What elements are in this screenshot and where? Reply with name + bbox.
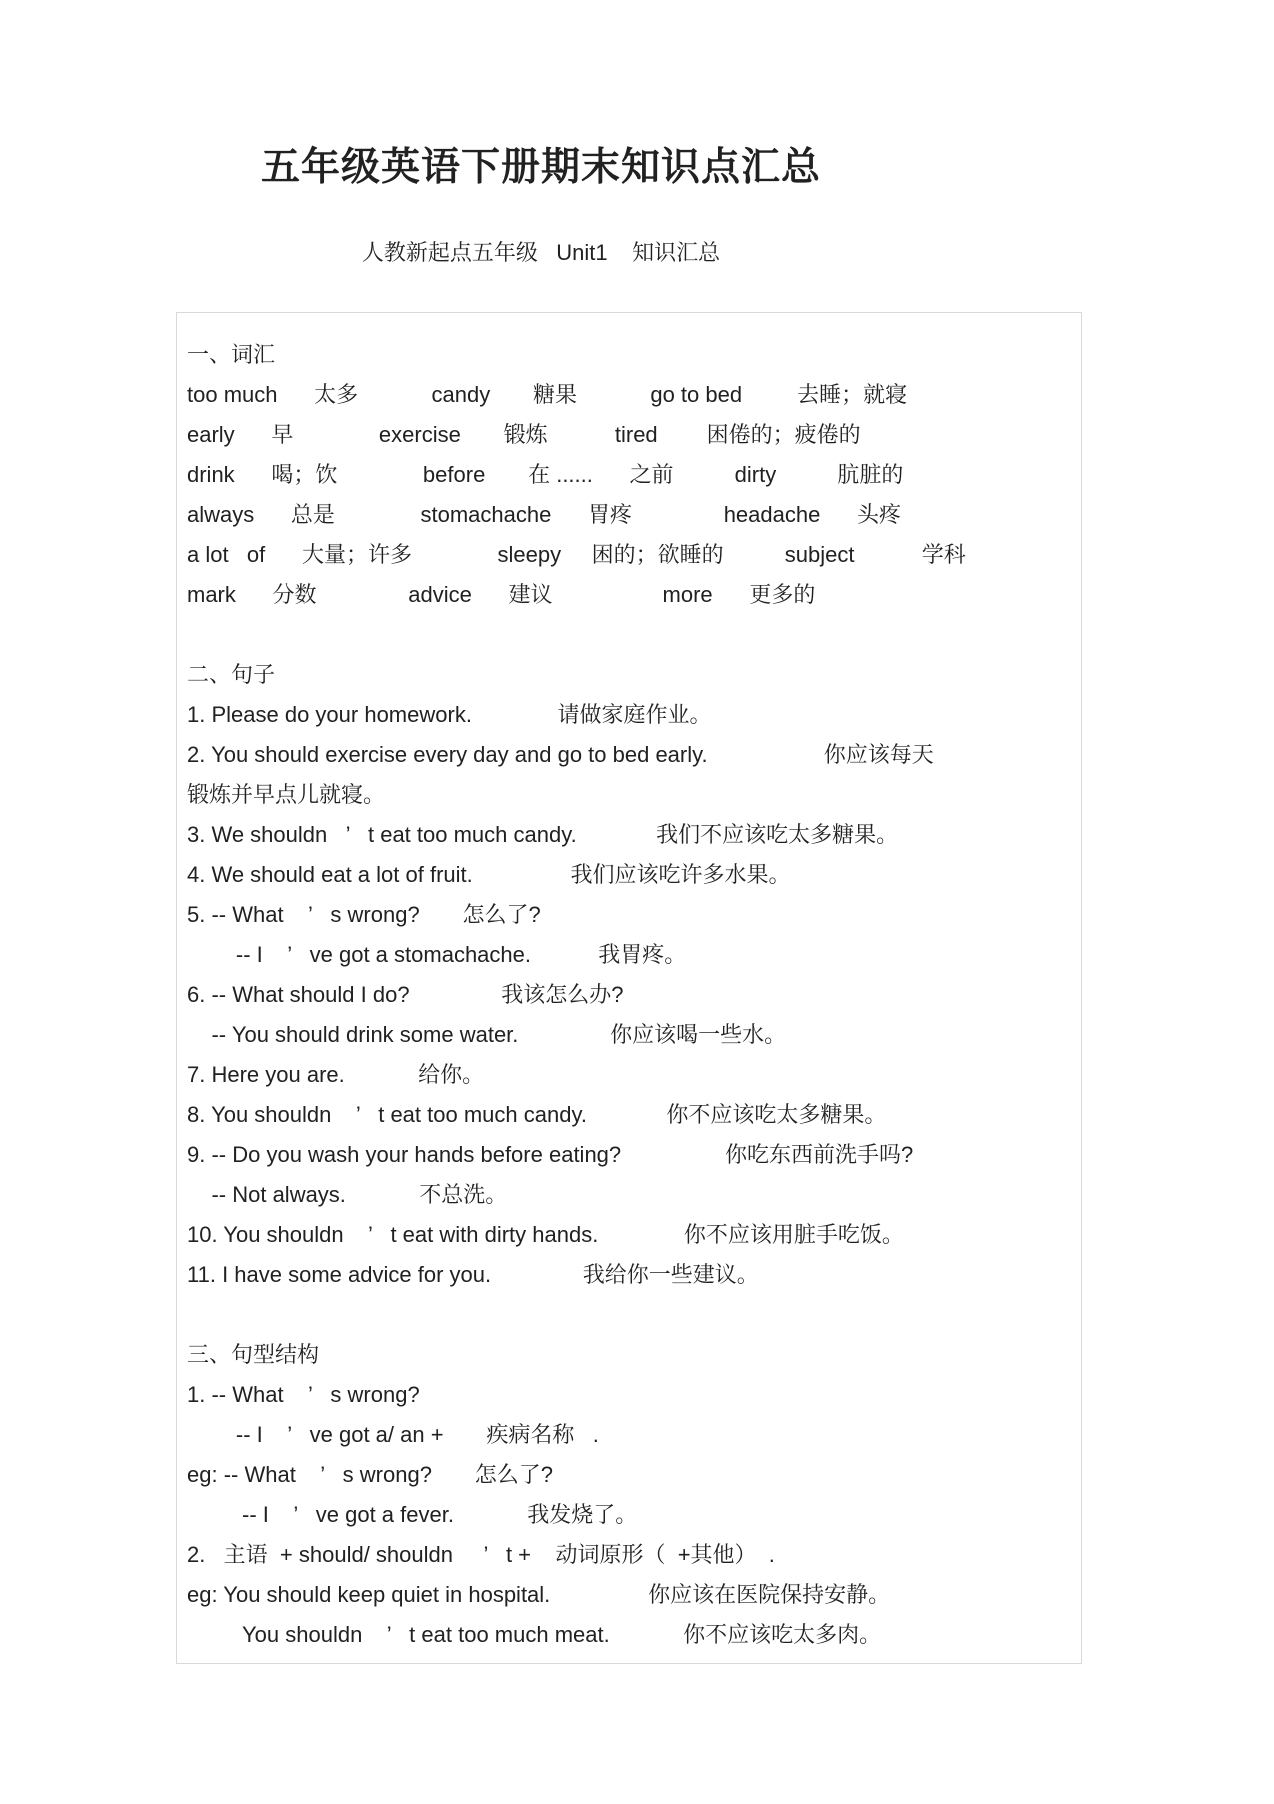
document-page bbox=[0, 142, 1274, 1804]
text-line: 3. We shouldn ’ t eat too much candy. 我们不应该吃太多糖果。 bbox=[187, 822, 899, 847]
section-heading: 二、句子 bbox=[187, 662, 276, 687]
text-line: 10. You shouldn ’ t eat with dirty hands. 你不应该用脏手吃饭。 bbox=[187, 1222, 904, 1247]
text-line: -- I ’ ve got a fever. 我发烧了。 bbox=[187, 1502, 638, 1527]
text-line: early 早 exercise 锻炼 tired 困倦的；疲倦的 bbox=[187, 422, 861, 447]
section-heading: 一、词汇 bbox=[187, 342, 276, 367]
text-line: eg: -- What ’ s wrong? 怎么了? bbox=[187, 1462, 553, 1487]
text-line: 1. -- What ’ s wrong? bbox=[187, 1382, 420, 1407]
text-line: always 总是 stomachache 胃疼 headache 头疼 bbox=[187, 502, 902, 527]
text-line: mark 分数 advice 建议 more 更多的 bbox=[187, 582, 816, 607]
text-line: 6. -- What should I do? 我该怎么办? bbox=[187, 982, 624, 1007]
section-heading: 三、句型结构 bbox=[187, 1342, 320, 1367]
text-line: 11. I have some advice for you. 我给你一些建议。 bbox=[187, 1262, 759, 1287]
text-line: eg: You should keep quiet in hospital. 你应该在医院保持安静。 bbox=[187, 1582, 891, 1607]
page-subtitle: 人教新起点五年级 Unit1 知识汇总 bbox=[361, 240, 721, 265]
text-line: 8. You shouldn ’ t eat too much candy. 你不应该吃太多糖果。 bbox=[187, 1102, 887, 1127]
content-box bbox=[176, 312, 1082, 1664]
text-line: 锻炼并早点儿就寝。 bbox=[187, 782, 386, 807]
text-line: 9. -- Do you wash your hands before eating? 你吃东西前洗手吗? bbox=[187, 1142, 914, 1167]
text-line: -- I ’ ve got a stomachache. 我胃疼。 bbox=[187, 942, 687, 967]
document-header bbox=[0, 142, 1082, 268]
text-line: 5. -- What ’ s wrong? 怎么了? bbox=[187, 902, 541, 927]
text-line: drink 喝；饮 before 在 ...... 之前 dirty 肮脏的 bbox=[187, 462, 904, 487]
text-line: 2. You should exercise every day and go to bed early. 你应该每天 bbox=[187, 742, 934, 767]
text-line: 1. Please do your homework. 请做家庭作业。 bbox=[187, 702, 712, 727]
text-line: too much 太多 candy 糖果 go to bed 去睡；就寝 bbox=[187, 382, 908, 407]
text-line: 2. 主语 + should/ shouldn ’ t + 动词原形（ +其他） . bbox=[187, 1542, 775, 1567]
text-line: a lot of 大量；许多 sleepy 困的；欲睡的 subject 学科 bbox=[187, 542, 966, 567]
text-line: -- Not always. 不总洗。 bbox=[187, 1182, 508, 1207]
text-line: 4. We should eat a lot of fruit. 我们应该吃许多水果。 bbox=[187, 862, 791, 887]
text-line: You shouldn ’ t eat too much meat. 你不应该吃太多肉。 bbox=[187, 1622, 882, 1647]
text-line: -- I ’ ve got a/ an + 疾病名称 . bbox=[187, 1422, 599, 1447]
text-line: -- You should drink some water. 你应该喝一些水。 bbox=[187, 1022, 787, 1047]
page-title: 五年级英语下册期末知识点汇总 bbox=[260, 146, 821, 189]
text-line: 7. Here you are. 给你。 bbox=[187, 1062, 485, 1087]
